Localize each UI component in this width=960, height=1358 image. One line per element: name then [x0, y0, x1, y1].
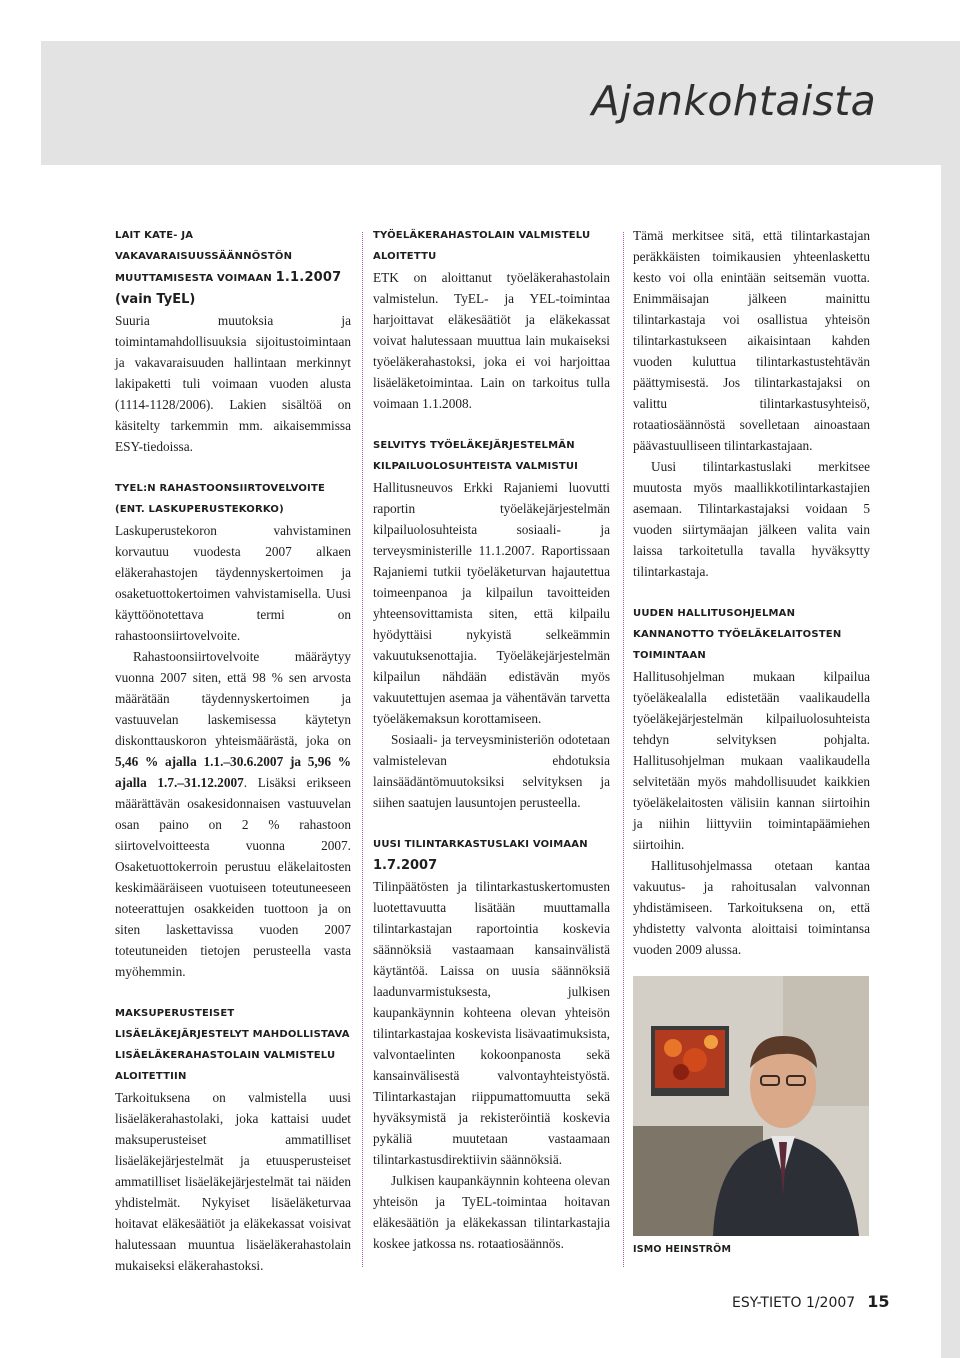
portrait-illustration	[633, 976, 869, 1236]
issue-label: ESY-TIETO 1/2007	[732, 1295, 856, 1311]
paragraph: Laskuperustekoron vahvistaminen korvautuu vuodesta 2007 alkaen eläkerahastojen täydennyskertoimen ja osaketuottokertoimen vahvistamisella. Uusi käyttöönotettava termi on rahastoonsiirtovelvoite.	[115, 523, 351, 643]
column-divider-2	[623, 232, 624, 1267]
portrait-photo	[633, 976, 869, 1236]
section-heading: TYÖELÄKERAHASTOLAIN VALMISTELU ALOITETTU	[373, 230, 591, 262]
page-footer	[732, 1292, 889, 1311]
paragraph: Tilinpäätösten ja tilintarkastuskertomusten luotettavuutta lisätään muuttamalla tilintarkastajan raportointia koskevia säännöksiä vastaamaan kansainvälistä käytäntöä. Laissa on uusia säännöksiä laadunvarmistuksesta, julkisen kaupankäynnin kohteena olevan yhteisön tilintarkastajaa koskevista lisävaatimuksista, valvontaelinten kokoonpanosta sekä kansainvälisestä valvontayhteistyöstä. Tilintarkastajan riippumattomuutta sekä hyväksymistä ja rekisteröintiä koskevia pykäliä muutetaan vastaamaan tilintarkastusdirektiivin säännöksiä.	[373, 879, 610, 1167]
paragraph: Tarkoituksena on valmistella uusi lisäeläkerahastolaki, joka kattaisi uudet maksuperusteiset ammatilliset lisäeläkejärjestelmät ja etuusperusteiset ammatilliset lisäeläkejärjestelmät tai näiden yhdistelmät. Nykyiset lisäeläketurvaa hoitavat eläkesäätiöt ja eläkekassat voisivat halutessaan muuntua lisäeläkerahastolain mukaiseksi eläkerahastoksi.	[115, 1090, 351, 1273]
section-heading-sub: (vain TyEL)	[115, 292, 196, 307]
page-title: Ajankohtaista	[591, 77, 876, 125]
section-heading-sub: 1.7.2007	[373, 858, 438, 873]
paragraph: Suuria muutoksia ja toimintamahdollisuuksia sijoitustoimintaan ja vakavaraisuuden hallintaan merkinnyt lakipaketti tuli voimaan vuoden alusta (1114-1128/2006). Lakien sisältöä on käsitelty tarkemmin mm. aikaisemmissa ESY-tiedoissa.	[115, 313, 351, 454]
page-edge-band	[941, 165, 960, 1358]
page-number: 15	[867, 1292, 890, 1311]
paragraph: Hallitusohjelmassa otetaan kantaa vakuutus- ja rahoitusalan valvonnan yhdistämiseen. Tarkoituksena on, että yhdistetty valvonta aloittaisi toimintansa vuoden 2009 alussa.	[633, 858, 870, 957]
paragraph: Julkisen kaupankäynnin kohteena olevan yhteisön ja TyEL-toimintaa hoitavan eläkesäätiön ja eläkekassan tilintarkastajia koskee jatkossa ns. rotaatiosäännös.	[373, 1173, 610, 1251]
column-divider-1	[362, 232, 363, 1267]
paragraph: Rahastoonsiirtovelvoite määräytyy vuonna 2007 siten, että 98 % sen arvosta määrätään täydennyskertoimen ja vastuuvelan laskemisessa käytetyn diskonttauskoron yhteismäärästä, joka on 5,46 % ajalla 1.1.–30.6.2007 ja 5,96 % ajalla 1.7.–31.12.2007. Lisäksi erikseen määrättävän osakesidonnaisen vastuuvelan osan paino on 2 % rahastoon siirtovelvoitteesta vuonna 2007. Osaketuottokerroin perustuu eläkelaitosten keskimääräiseen vuotuiseen toteutuneeseen noteerattujen osakkeiden tuottoon ja on siten laskettavissa vuoden 2007 toteutuneiden tietojen perusteella vasta myöhemmin.	[115, 649, 351, 979]
column-3	[633, 225, 870, 960]
column-2	[373, 225, 610, 1254]
section-heading: TYEL:N RAHASTOONSIIRTOVELVOITE (ENT. LASKUPERUSTEKORKO)	[115, 483, 326, 515]
paragraph: Hallitusohjelman mukaan kilpailua työeläkealalla edistetään vaalikaudella työeläkejärjestelmän kilpailuolosuhteista tehdyn selvityksen pohjalta. Hallitusohjelman mukaan vaalikaudella selvitetään myös mahdollisuudet kaikkien työeläkelaitosten välisiin kannan siirtoihin ja niihin liittyviin toimintapäämiehen siirtoihin.	[633, 669, 870, 852]
paragraph: Uusi tilintarkastuslaki merkitsee muutosta myös maallikkotilintarkastajien asemaan. Tilintarkastajaksi voidaan 5 vuoden siirtymäajan jälkeen valita vain laissa tarkoitetulla tavalla hyväksytty tilintarkastaja.	[633, 459, 870, 579]
paragraph: Sosiaali- ja terveysministeriön odotetaan valmistelevan ehdotuksia lainsäädäntömuutoksiksi selvityksen ja siihen saatujen lausuntojen perusteella.	[373, 732, 610, 810]
section-heading: UUDEN HALLITUSOHJELMAN KANNANOTTO TYÖELÄKELAITOSTEN TOIMINTAAN	[633, 608, 842, 661]
section-heading: MAKSUPERUSTEISET LISÄELÄKEJÄRJESTELYT MAHDOLLISTAVA LISÄELÄKERAHASTOLAIN VALMISTELU ALOITETTIIN	[115, 1008, 350, 1082]
paragraph: ETK on aloittanut työeläkerahastolain valmistelun. TyEL- ja YEL-toimintaa harjoittavat eläkesäätiöt ja eläkekassat voivat halutessaan muuttua lain mukaiseksi työeläkerahastoksi, joka ei voi harjoittaa lisäeläketoimintaa. Lain on tarkoitus tulla voimaan 1.1.2008.	[373, 270, 610, 411]
column-1	[115, 225, 351, 1276]
section-heading: UUSI TILINTARKASTUSLAKI VOIMAAN	[373, 839, 588, 850]
paragraph: Hallitusneuvos Erkki Rajaniemi luovutti raportin työeläkejärjestelmän kilpailuolosuhteista sosiaali- ja terveysministerille 11.1.2007. Raportissaan Rajaniemi tutkii työeläketurvan hajautettua toimeenpanoa ja kilpailun tavoitteiden yhteensovittamista siten, että kilpailu hyödyttäisi nykyistä selkeämmin vakuutuksenottajia. Työeläkejärjestelmän kilpailun nähdään edistävän myös vakuutettujen asemaa ja vähentävän tarvetta työeläkemaksun korottamiseen.	[373, 480, 610, 726]
photo-caption: ISMO HEINSTRÖM	[633, 1244, 732, 1255]
header-banner	[41, 41, 960, 165]
paragraph: Tämä merkitsee sitä, että tilintarkastajan peräkkäisten toimikausien yhteenlaskettu kesto voi olla enintään seitsemän vuotta. Enimmäisajan jälkeen mainittu tilintarkastaja voi osallistua yhteisön tilintarkastukseen aikaisintaan kahden vuoden kuluttua tilintarkastustehtävän päättymisestä. Jos tilintarkastajaksi on valittu tilintarkastusyhteisö, rotaatiosäännöstä sovelletaan ainoastaan päävastuulliseen tilintarkastajaan.	[633, 228, 870, 453]
section-heading: SELVITYS TYÖELÄKEJÄRJESTELMÄN KILPAILUOLOSUHTEISTA VALMISTUI	[373, 440, 579, 472]
section-heading: LAIT KATE- JA VAKAVARAISUUSSÄÄNNÖSTÖN MUUTTAMISESTA VOIMAAN 1.1.2007	[115, 230, 342, 285]
